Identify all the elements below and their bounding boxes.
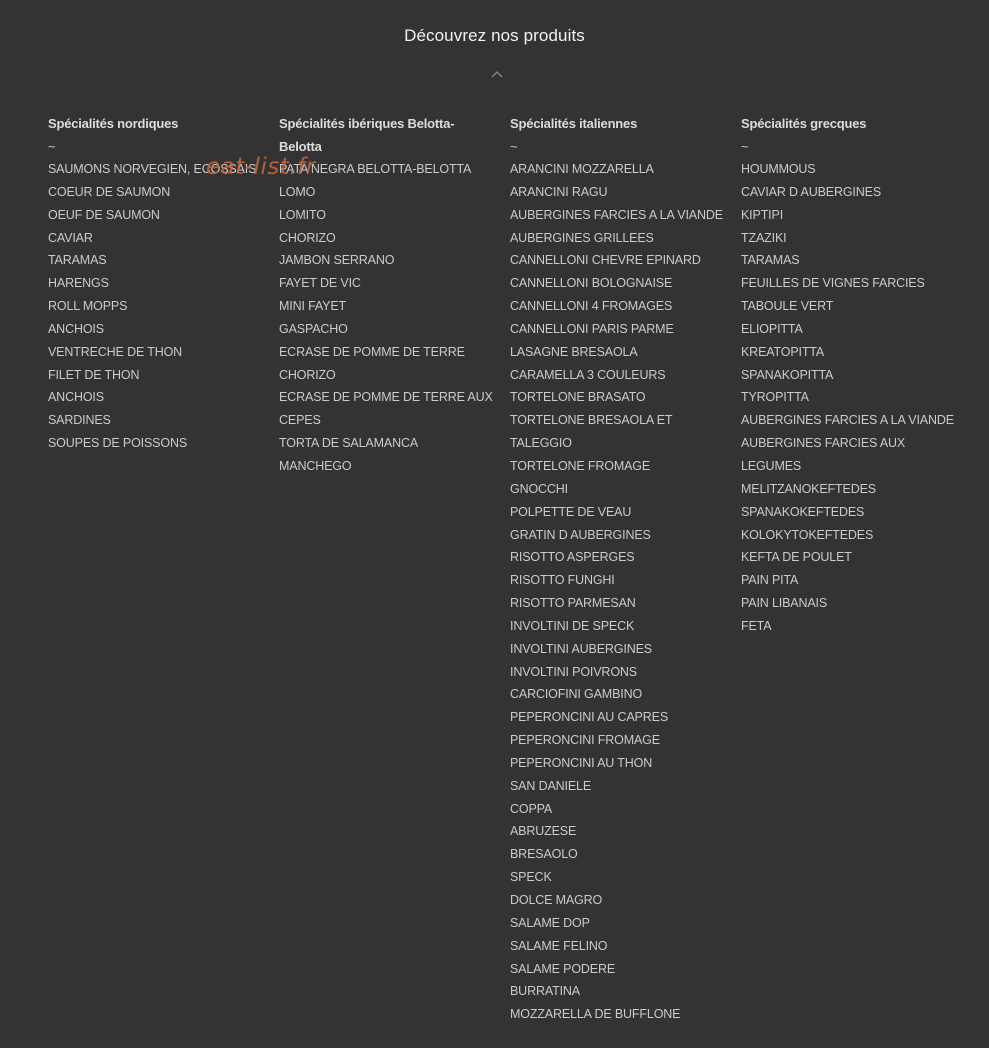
product-link[interactable]: KIPTIPI xyxy=(741,207,784,222)
product-link[interactable]: HARENGS xyxy=(48,276,109,291)
product-link[interactable]: LASAGNE BRESAOLA xyxy=(510,344,638,359)
chevron-up-icon[interactable] xyxy=(489,68,505,80)
column-italian xyxy=(510,112,730,1026)
watermark: eat-list.fr xyxy=(206,154,316,180)
product-link[interactable]: TARAMAS xyxy=(741,253,800,268)
product-link[interactable]: ANCHOIS xyxy=(48,321,104,336)
product-link[interactable]: CHORIZO xyxy=(279,230,336,245)
product-link[interactable]: ANCHOIS xyxy=(48,390,104,405)
product-link[interactable]: COPPA xyxy=(510,801,553,816)
product-list xyxy=(741,158,981,638)
product-link[interactable]: TARAMAS xyxy=(48,253,107,268)
product-link[interactable]: MINI FAYET xyxy=(279,299,347,314)
product-link[interactable]: AUBERGINES FARCIES A LA VIANDE xyxy=(741,413,954,428)
product-link[interactable]: MANCHEGO xyxy=(279,458,352,473)
product-link[interactable]: PEPERONCINI AU CAPRES xyxy=(510,710,669,725)
product-link[interactable]: KOLOKYTOKEFTEDES xyxy=(741,527,874,542)
product-link[interactable]: JAMBON SERRANO xyxy=(279,253,395,268)
product-link[interactable]: GNOCCHI xyxy=(510,481,568,496)
product-link[interactable]: TORTELONE BRASATO xyxy=(510,390,646,405)
product-link[interactable]: DOLCE MAGRO xyxy=(510,893,603,907)
product-link[interactable]: CHORIZO xyxy=(279,367,336,382)
product-link[interactable]: ABRUZESE xyxy=(510,824,577,839)
product-link[interactable]: INVOLTINI POIVRONS xyxy=(510,664,637,679)
column-heading-line1: Spécialités ibériques Belotta- xyxy=(279,116,455,131)
product-link[interactable]: SAUMONS NORVEGIEN, ECOSSAIS xyxy=(48,162,257,176)
product-link[interactable]: FAYET DE VIC xyxy=(279,276,361,291)
column-heading: Spécialités nordiques xyxy=(48,116,179,131)
product-link[interactable]: ELIOPITTA xyxy=(741,321,803,336)
product-link[interactable]: COEUR DE SAUMON xyxy=(48,184,171,199)
product-link[interactable]: ARANCINI RAGU xyxy=(510,184,608,199)
product-link[interactable]: PEPERONCINI FROMAGE xyxy=(510,733,660,748)
product-link[interactable]: CANNELLONI PARIS PARME xyxy=(510,321,674,336)
product-link[interactable]: FETA xyxy=(741,618,772,633)
product-link[interactable]: FILET DE THON xyxy=(48,367,140,382)
product-link[interactable]: PAIN LIBANAIS xyxy=(741,596,828,611)
product-link[interactable]: INVOLTINI AUBERGINES xyxy=(510,641,652,656)
product-link[interactable]: SAN DANIELE xyxy=(510,778,592,793)
product-link[interactable]: AUBERGINES GRILLEES xyxy=(510,230,654,245)
product-list xyxy=(510,158,730,1026)
product-list xyxy=(48,158,268,455)
product-link[interactable]: SALAME DOP xyxy=(510,915,590,930)
column-heading-line2: Belotta xyxy=(279,139,322,154)
product-link[interactable]: PAIN PITA xyxy=(741,573,799,588)
product-link[interactable]: CAVIAR xyxy=(48,230,93,245)
product-link[interactable]: SALAME FELINO xyxy=(510,938,608,953)
column-greek xyxy=(741,112,981,638)
product-link[interactable]: FEUILLES DE VIGNES FARCIES xyxy=(741,276,925,291)
product-link[interactable]: OEUF DE SAUMON xyxy=(48,207,160,222)
product-link[interactable]: CANNELLONI 4 FROMAGES xyxy=(510,299,673,314)
product-list xyxy=(279,158,499,478)
column-tilde: ~ xyxy=(741,139,749,154)
product-link[interactable]: TZAZIKI xyxy=(741,230,787,245)
product-link[interactable]: TABOULE VERT xyxy=(741,299,834,314)
product-link[interactable]: ARANCINI MOZZARELLA xyxy=(510,162,654,176)
product-link[interactable]: KREATOPITTA xyxy=(741,344,825,359)
product-link[interactable]: SALAME PODERE xyxy=(510,961,616,976)
product-link[interactable]: TALEGGIO xyxy=(510,436,572,451)
product-link[interactable]: KEFTA DE POULET xyxy=(741,550,852,565)
page-title: Découvrez nos produits xyxy=(404,26,585,45)
product-link[interactable]: TYROPITTA xyxy=(741,390,809,405)
product-link[interactable]: TORTELONE BRESAOLA ET xyxy=(510,413,673,428)
product-link[interactable]: SPANAKOKEFTEDES xyxy=(741,504,865,519)
product-link[interactable]: ECRASE DE POMME DE TERRE AUX xyxy=(279,390,493,405)
product-link[interactable]: GRATIN D AUBERGINES xyxy=(510,527,651,542)
product-link[interactable]: BRESAOLO xyxy=(510,847,578,862)
column-nordic xyxy=(48,112,268,455)
product-link[interactable]: LOMITO xyxy=(279,207,326,222)
column-iberian xyxy=(279,112,499,478)
product-link[interactable]: SARDINES xyxy=(48,413,111,428)
product-link[interactable]: CANNELLONI CHEVRE EPINARD xyxy=(510,253,701,268)
column-heading: Spécialités grecques xyxy=(741,116,867,131)
product-link[interactable]: POLPETTE DE VEAU xyxy=(510,504,632,519)
product-link[interactable]: HOUMMOUS xyxy=(741,162,816,176)
column-heading: Spécialités italiennes xyxy=(510,116,638,131)
product-link[interactable]: SPANAKOPITTA xyxy=(741,367,834,382)
product-link[interactable]: AUBERGINES FARCIES AUX xyxy=(741,436,906,451)
product-link[interactable]: RISOTTO PARMESAN xyxy=(510,596,636,611)
product-link[interactable]: VENTRECHE DE THON xyxy=(48,344,183,359)
product-link[interactable]: RISOTTO ASPERGES xyxy=(510,550,635,565)
product-link[interactable]: CEPES xyxy=(279,413,321,428)
product-link[interactable]: ECRASE DE POMME DE TERRE xyxy=(279,344,465,359)
product-link[interactable]: CARCIOFINI GAMBINO xyxy=(510,687,643,702)
product-link[interactable]: TORTELONE FROMAGE xyxy=(510,458,651,473)
product-link[interactable]: CANNELLONI BOLOGNAISE xyxy=(510,276,673,291)
product-link[interactable]: BURRATINA xyxy=(510,984,580,999)
product-link[interactable]: INVOLTINI DE SPECK xyxy=(510,618,635,633)
product-link[interactable]: CAVIAR D AUBERGINES xyxy=(741,184,882,199)
product-link[interactable]: PATA NEGRA BELOTTA-BELOTTA xyxy=(279,162,472,176)
product-link[interactable]: ROLL MOPPS xyxy=(48,299,128,314)
product-link[interactable]: RISOTTO FUNGHI xyxy=(510,573,615,588)
product-link[interactable]: AUBERGINES FARCIES A LA VIANDE xyxy=(510,207,723,222)
product-link[interactable]: MELITZANOKEFTEDES xyxy=(741,481,876,496)
column-tilde: ~ xyxy=(510,139,518,154)
product-link[interactable]: GASPACHO xyxy=(279,321,348,336)
product-link[interactable]: LOMO xyxy=(279,184,316,199)
product-link[interactable]: LEGUMES xyxy=(741,458,802,473)
product-link[interactable]: TORTA DE SALAMANCA xyxy=(279,436,419,451)
column-tilde: ~ xyxy=(48,139,56,154)
product-link[interactable]: SPECK xyxy=(510,870,552,885)
product-link[interactable]: PEPERONCINI AU THON xyxy=(510,755,653,770)
product-link[interactable]: MOZZARELLA DE BUFFLONE xyxy=(510,1007,681,1022)
product-link[interactable]: SOUPES DE POISSONS xyxy=(48,436,188,451)
product-link[interactable]: CARAMELLA 3 COULEURS xyxy=(510,367,666,382)
